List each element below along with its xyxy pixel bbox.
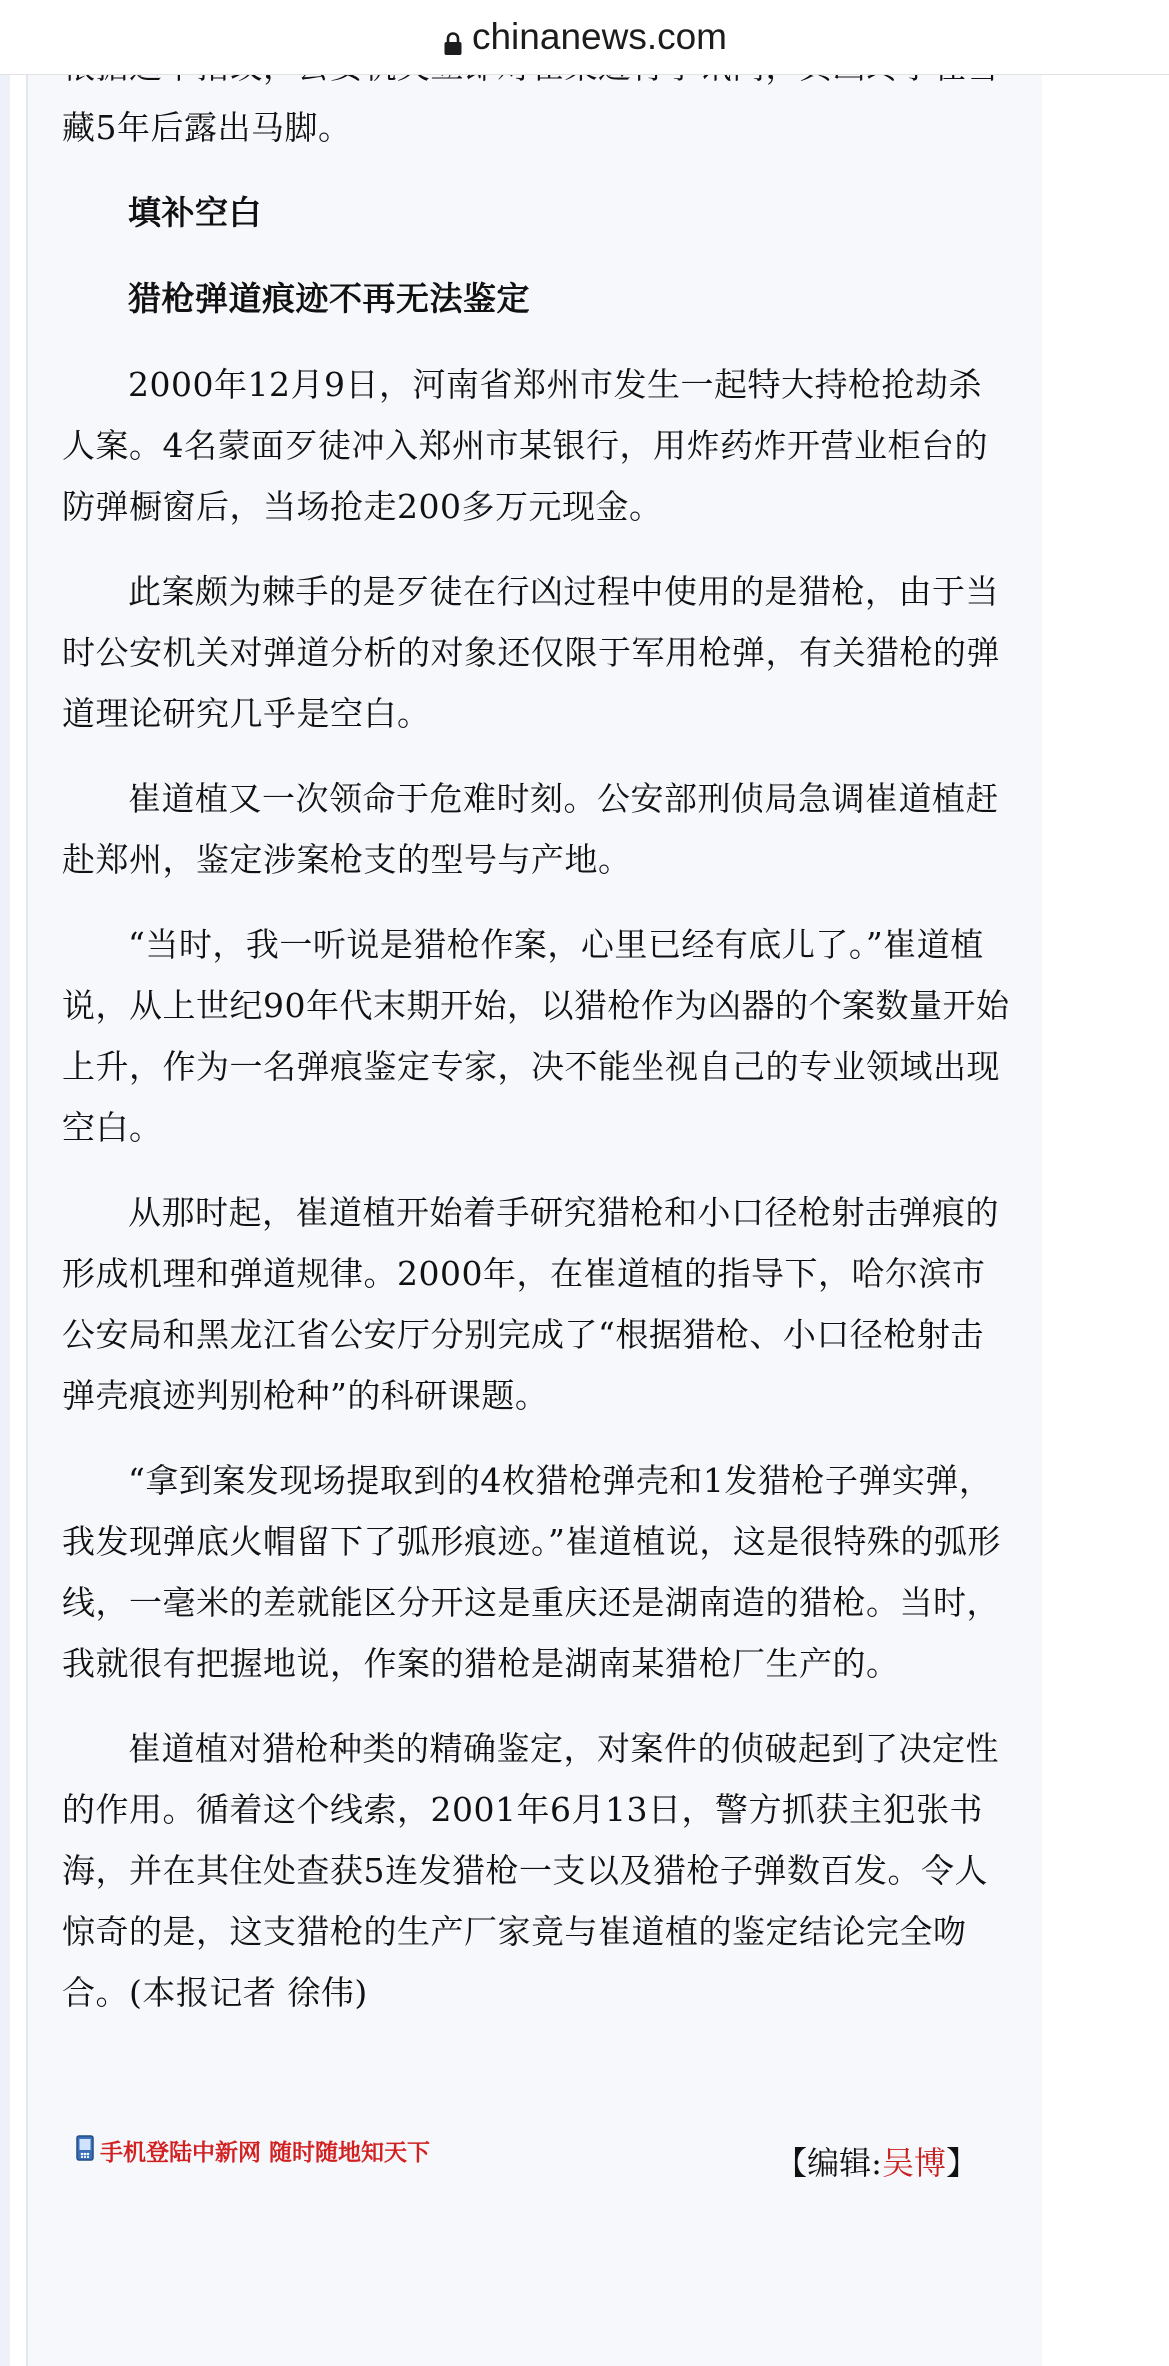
left-gutter: [0, 0, 10, 2366]
article-paragraph: “拿到案发现场提取到的4枚猎枪弹壳和1发猎枪子弹实弹，我发现弹底火帽留下了弧形痕迹。”崔道植说，这是很特殊的弧形线，一毫米的差就能区分开这是重庆还是湖南造的猎枪。当时，我就很有把握地说，作案的猎枪是湖南某猎枪厂生产的。: [62, 1461, 1001, 1683]
article-paragraph: “当时，我一听说是猎枪作案，心里已经有底儿了。”崔道植说，从上世纪90年代末期开始，以猎枪作为凶器的个案数量开始上升，作为一名弹痕鉴定专家，决不能坐视自己的专业领域出现空白。: [62, 925, 1010, 1147]
article-paragraph: 崔道植对猎枪种类的精确鉴定，对案件的侦破起到了决定性的作用。循着这个线索，2001年6月13日，警方抓获主犯张书海，并在其住处查获5连发猎枪一支以及猎枪子弹数百发。令人惊奇的是，这支猎枪的生产厂家竟与崔道植的鉴定结论完全吻合。(本报记者 徐伟): [62, 1729, 999, 2012]
mobile-promo-text: 手机登陆中新网 随时随地知天下: [100, 2140, 431, 2166]
mobile-phone-icon: [76, 2135, 94, 2167]
lock-icon: [442, 24, 464, 50]
article-paragraph: 崔道植又一次领命于危难时刻。公安部刑侦局急调崔道植赶赴郑州，鉴定涉案枪支的型号与产地。: [62, 779, 999, 879]
article-body: [62, 36, 1012, 2047]
article-paragraph: 2000年12月9日，河南省郑州市发生一起特大持枪抢劫杀人案。4名蒙面歹徒冲入郑州市某银行，用炸药炸开营业柜台的防弹橱窗后，当场抢走200多万元现金。: [62, 365, 988, 526]
section-subheading: 猎枪弹道痕迹不再无法鉴定: [128, 279, 530, 318]
editor-credit-open: 【编辑:: [775, 2144, 882, 2182]
url-text: chinanews.com: [471, 16, 727, 57]
article-paragraph: 藏5年后露出马脚。: [62, 108, 352, 147]
article-footer: [76, 2132, 976, 2192]
article-paragraph: 此案颇为棘手的是歹徒在行凶过程中使用的是猎枪，由于当时公安机关对弹道分析的对象还仅限于军用枪弹，有关猎枪的弹道理论研究几乎是空白。: [62, 572, 1000, 733]
editor-credit: [775, 2138, 978, 2184]
browser-url-bar[interactable]: [0, 0, 1169, 75]
mobile-promo-link[interactable]: [76, 2134, 430, 2167]
url-display[interactable]: [442, 16, 727, 58]
editor-credit-close: 】: [945, 2144, 978, 2182]
article-paragraph: 从那时起，崔道植开始着手研究猎枪和小口径枪射击弹痕的形成机理和弹道规律。2000年，在崔道植的指导下，哈尔滨市公安局和黑龙江省公安厅分别完成了“根据猎枪、小口径枪射击弹壳痕迹判别枪种”的科研课题。: [62, 1193, 999, 1415]
section-heading: 填补空白: [128, 193, 262, 232]
editor-name[interactable]: 吴博: [881, 2144, 946, 2182]
